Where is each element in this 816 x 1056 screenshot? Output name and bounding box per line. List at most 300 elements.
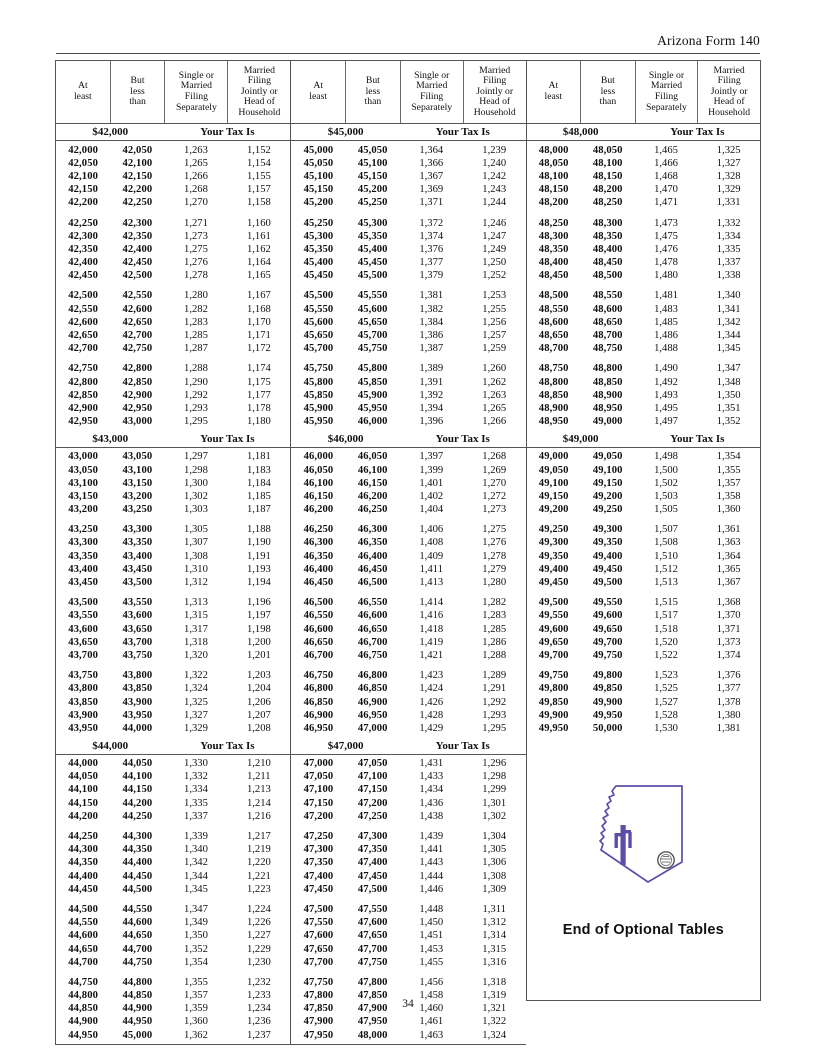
cell-at-least: 47,050 <box>303 771 334 783</box>
cell-tax-single: 1,287 <box>184 343 208 355</box>
cell-but-less-than: 42,600 <box>122 303 153 315</box>
cell-tax-single: 1,313 <box>184 597 208 609</box>
cell-tax-single: 1,522 <box>654 649 678 661</box>
cell-at-least: 48,050 <box>538 157 569 169</box>
cell-tax-married: 1,263 <box>482 389 507 401</box>
column-header-at-least: At least <box>527 61 581 123</box>
cell-tax-single: 1,470 <box>654 184 678 196</box>
cell-tax-single: 1,471 <box>654 197 678 209</box>
cell-tax-single: 1,349 <box>184 917 208 929</box>
table-row <box>291 451 525 464</box>
cell-at-least: 49,650 <box>538 636 569 648</box>
cell-but-less-than: 49,450 <box>592 563 623 575</box>
cell-tax-single: 1,525 <box>654 683 678 695</box>
cell-but-less-than: 44,850 <box>122 990 153 1002</box>
table-row <box>56 504 290 517</box>
cell-at-least: 48,550 <box>538 303 569 315</box>
table-row <box>527 363 760 376</box>
block-income-label: $47,000 <box>327 739 364 752</box>
cell-but-less-than: 43,900 <box>122 696 153 708</box>
cell-tax-married: 1,162 <box>246 243 271 255</box>
arizona-graphic-cell <box>527 738 760 1000</box>
cell-tax-married: 1,223 <box>246 883 271 895</box>
table-row <box>291 257 525 270</box>
cell-tax-single: 1,324 <box>184 683 208 695</box>
cell-tax-married: 1,304 <box>482 831 507 843</box>
row-group <box>291 758 525 824</box>
table-row <box>527 270 760 283</box>
row-group <box>291 670 525 736</box>
block-band <box>291 431 525 448</box>
cell-but-less-than: 48,800 <box>592 363 623 375</box>
cell-at-least: 46,600 <box>303 623 334 635</box>
cell-tax-married: 1,184 <box>246 477 271 489</box>
cell-at-least: 43,250 <box>68 524 98 536</box>
table-row <box>527 389 760 402</box>
cell-tax-married: 1,301 <box>482 797 507 809</box>
table-row <box>291 464 525 477</box>
cell-tax-single: 1,408 <box>419 537 444 549</box>
cell-at-least: 45,750 <box>303 363 334 375</box>
cell-but-less-than: 44,350 <box>122 844 153 856</box>
cell-tax-single: 1,433 <box>419 771 444 783</box>
row-group <box>291 903 525 969</box>
cell-but-less-than: 43,100 <box>122 464 153 476</box>
cell-but-less-than: 44,300 <box>122 831 153 843</box>
table-row <box>527 597 760 610</box>
table-row <box>56 830 290 843</box>
cell-but-less-than: 48,350 <box>592 230 623 242</box>
cell-but-less-than: 45,850 <box>357 376 388 388</box>
cell-but-less-than: 47,500 <box>357 883 388 895</box>
cell-at-least: 47,150 <box>303 797 334 809</box>
cell-tax-married: 1,341 <box>716 303 741 315</box>
cell-tax-married: 1,239 <box>482 144 507 156</box>
cell-but-less-than: 46,700 <box>357 636 388 648</box>
cell-but-less-than: 46,750 <box>357 649 388 661</box>
table-row <box>56 696 290 709</box>
cell-but-less-than: 49,600 <box>592 610 623 622</box>
cell-at-least: 48,100 <box>538 170 569 182</box>
cell-tax-married: 1,217 <box>246 831 271 843</box>
cell-tax-married: 1,221 <box>246 870 271 882</box>
table-row <box>291 303 525 316</box>
table-row <box>56 883 290 896</box>
cell-at-least: 43,900 <box>68 709 98 721</box>
cell-tax-single: 1,307 <box>184 537 208 549</box>
cell-tax-single: 1,455 <box>419 956 444 968</box>
cell-tax-married: 1,243 <box>482 184 507 196</box>
cell-at-least: 49,900 <box>538 709 569 721</box>
block-your-tax-is-label: Your Tax Is <box>670 432 725 445</box>
table-row <box>291 883 525 896</box>
table-row <box>527 477 760 490</box>
cell-tax-married: 1,282 <box>482 597 507 609</box>
cell-at-least: 44,950 <box>68 1029 98 1041</box>
table-row <box>56 477 290 490</box>
row-group <box>527 290 760 356</box>
cell-tax-married: 1,232 <box>246 976 271 988</box>
table-row <box>291 722 525 735</box>
cell-but-less-than: 42,700 <box>122 330 153 342</box>
cell-tax-married: 1,357 <box>716 477 741 489</box>
cell-tax-married: 1,273 <box>482 504 507 516</box>
cell-tax-single: 1,468 <box>654 170 678 182</box>
cell-tax-married: 1,331 <box>716 197 741 209</box>
column-header-but-less-than: But less than <box>581 61 635 123</box>
table-row <box>527 144 760 157</box>
cell-at-least: 45,050 <box>303 157 334 169</box>
cell-tax-married: 1,200 <box>246 636 271 648</box>
cell-tax-single: 1,335 <box>184 797 208 809</box>
cell-but-less-than: 42,750 <box>122 343 153 355</box>
cell-at-least: 43,700 <box>68 649 98 661</box>
cell-but-less-than: 45,650 <box>357 316 388 328</box>
column-header-single-or-married-filing-separately: Single or Married Filing Separately <box>165 61 228 123</box>
cell-tax-married: 1,194 <box>246 577 271 589</box>
table-row <box>56 363 290 376</box>
cell-tax-married: 1,360 <box>716 504 741 516</box>
cell-at-least: 46,000 <box>303 451 334 463</box>
cell-but-less-than: 49,350 <box>592 537 623 549</box>
table-row <box>56 376 290 389</box>
table-row <box>56 144 290 157</box>
table-row <box>56 184 290 197</box>
cell-tax-married: 1,342 <box>716 316 741 328</box>
cell-tax-single: 1,517 <box>654 610 678 622</box>
cell-but-less-than: 42,800 <box>122 363 153 375</box>
cell-tax-single: 1,424 <box>419 683 444 695</box>
cell-tax-married: 1,230 <box>246 956 271 968</box>
cell-tax-single: 1,366 <box>419 157 444 169</box>
cell-tax-married: 1,175 <box>246 376 271 388</box>
cell-at-least: 48,350 <box>538 243 569 255</box>
table-row <box>56 416 290 429</box>
cell-but-less-than: 47,200 <box>357 797 388 809</box>
table-row <box>291 930 525 943</box>
cell-tax-single: 1,480 <box>654 270 678 282</box>
cell-but-less-than: 44,250 <box>122 810 153 822</box>
cell-but-less-than: 44,700 <box>122 943 153 955</box>
row-group <box>527 524 760 590</box>
tax-table-grid <box>55 60 761 1045</box>
cell-at-least: 47,700 <box>303 956 334 968</box>
cell-tax-single: 1,394 <box>419 402 444 414</box>
table-row <box>291 197 525 210</box>
cell-at-least: 49,800 <box>538 683 569 695</box>
cell-but-less-than: 42,950 <box>122 402 153 414</box>
cell-tax-single: 1,381 <box>419 290 444 302</box>
table-row <box>291 504 525 517</box>
cell-but-less-than: 48,500 <box>592 270 623 282</box>
cell-tax-married: 1,155 <box>246 170 271 182</box>
cell-tax-married: 1,203 <box>246 670 271 682</box>
table-row <box>56 649 290 662</box>
cell-but-less-than: 42,200 <box>122 184 153 196</box>
table-row <box>291 290 525 303</box>
table-row <box>291 389 525 402</box>
cell-tax-married: 1,234 <box>246 1003 271 1015</box>
cell-but-less-than: 43,600 <box>122 610 153 622</box>
cell-tax-married: 1,246 <box>482 217 507 229</box>
block-band <box>56 738 290 755</box>
row-group <box>291 290 525 356</box>
cell-tax-single: 1,396 <box>419 416 444 428</box>
cell-at-least: 42,650 <box>68 330 98 342</box>
block-rows <box>291 448 525 738</box>
row-group <box>291 830 525 896</box>
cell-at-least: 48,400 <box>538 257 569 269</box>
cell-tax-single: 1,367 <box>419 170 444 182</box>
table-row <box>291 771 525 784</box>
cell-tax-single: 1,300 <box>184 477 208 489</box>
table-row <box>291 537 525 550</box>
cell-but-less-than: 43,400 <box>122 550 153 562</box>
row-group <box>56 903 290 969</box>
cell-tax-single: 1,404 <box>419 504 444 516</box>
cell-at-least: 44,400 <box>68 870 98 882</box>
cell-tax-single: 1,310 <box>184 563 208 575</box>
cell-tax-single: 1,478 <box>654 257 678 269</box>
cell-but-less-than: 43,700 <box>122 636 153 648</box>
cell-tax-married: 1,325 <box>716 144 741 156</box>
cell-tax-single: 1,520 <box>654 636 678 648</box>
block-rows <box>56 141 290 431</box>
cell-but-less-than: 43,950 <box>122 709 153 721</box>
table-row <box>291 270 525 283</box>
cell-at-least: 45,450 <box>303 270 334 282</box>
cell-tax-single: 1,431 <box>419 758 444 770</box>
cell-tax-married: 1,358 <box>716 490 741 502</box>
row-group <box>56 144 290 210</box>
cell-tax-married: 1,311 <box>482 903 506 915</box>
cell-at-least: 47,950 <box>303 1029 334 1041</box>
cell-tax-single: 1,322 <box>184 670 208 682</box>
cell-at-least: 48,850 <box>538 389 569 401</box>
cell-tax-single: 1,280 <box>184 290 208 302</box>
cell-at-least: 44,850 <box>68 1003 98 1015</box>
table-row <box>527 464 760 477</box>
cell-tax-married: 1,337 <box>716 257 741 269</box>
cell-tax-married: 1,172 <box>246 343 271 355</box>
cell-tax-married: 1,171 <box>246 330 271 342</box>
cell-tax-married: 1,344 <box>716 330 741 342</box>
cell-tax-single: 1,497 <box>654 416 678 428</box>
table-row <box>291 477 525 490</box>
cell-tax-married: 1,168 <box>246 303 271 315</box>
row-group <box>56 830 290 896</box>
cell-at-least: 43,600 <box>68 623 98 635</box>
cell-tax-married: 1,285 <box>482 623 507 635</box>
cell-but-less-than: 49,950 <box>592 709 623 721</box>
cell-but-less-than: 46,550 <box>357 597 388 609</box>
block-band <box>56 124 290 141</box>
cell-tax-married: 1,193 <box>246 563 271 575</box>
cell-tax-married: 1,377 <box>716 683 741 695</box>
cell-at-least: 45,150 <box>303 184 334 196</box>
cell-tax-single: 1,285 <box>184 330 208 342</box>
cell-but-less-than: 49,850 <box>592 683 623 695</box>
table-row <box>291 844 525 857</box>
cell-tax-single: 1,401 <box>419 477 444 489</box>
block-rows <box>56 448 290 738</box>
row-group <box>56 524 290 590</box>
table-row <box>291 376 525 389</box>
cell-tax-married: 1,308 <box>482 870 507 882</box>
cell-tax-single: 1,357 <box>184 990 208 1002</box>
cell-tax-married: 1,152 <box>246 144 271 156</box>
table-row <box>56 290 290 303</box>
cell-tax-single: 1,492 <box>654 376 678 388</box>
cell-but-less-than: 46,900 <box>357 696 388 708</box>
cell-tax-single: 1,439 <box>419 831 444 843</box>
cell-tax-married: 1,376 <box>716 670 741 682</box>
cell-at-least: 42,950 <box>68 416 98 428</box>
block-income-label: $42,000 <box>92 126 129 138</box>
cell-at-least: 47,000 <box>303 758 334 770</box>
cell-tax-single: 1,453 <box>419 943 444 955</box>
cell-but-less-than: 44,450 <box>122 870 153 882</box>
cell-but-less-than: 42,500 <box>122 270 153 282</box>
table-row <box>291 524 525 537</box>
cell-tax-single: 1,493 <box>654 389 678 401</box>
cell-at-least: 46,400 <box>303 563 334 575</box>
cell-at-least: 44,800 <box>68 990 98 1002</box>
table-row <box>291 170 525 183</box>
cell-at-least: 47,300 <box>303 844 334 856</box>
cell-tax-married: 1,210 <box>246 758 271 770</box>
table-row <box>56 917 290 930</box>
cell-tax-married: 1,181 <box>246 451 271 463</box>
table-row <box>56 576 290 589</box>
cell-but-less-than: 44,500 <box>122 883 153 895</box>
block-rows <box>527 141 760 431</box>
saguaro-cactus-icon <box>615 825 632 865</box>
cell-tax-married: 1,364 <box>716 550 741 562</box>
cell-at-least: 48,500 <box>538 290 569 302</box>
cell-but-less-than: 46,400 <box>357 550 388 562</box>
table-row <box>291 610 525 623</box>
row-group <box>291 597 525 663</box>
cell-tax-single: 1,308 <box>184 550 208 562</box>
cell-tax-married: 1,164 <box>246 257 271 269</box>
cell-tax-married: 1,183 <box>246 464 271 476</box>
cell-tax-married: 1,280 <box>482 577 507 589</box>
cell-tax-single: 1,265 <box>184 157 208 169</box>
table-row <box>527 550 760 563</box>
cell-tax-single: 1,441 <box>419 844 444 856</box>
cell-tax-single: 1,451 <box>419 930 444 942</box>
cell-tax-single: 1,488 <box>654 343 678 355</box>
table-row <box>527 490 760 503</box>
cell-but-less-than: 47,850 <box>357 990 388 1002</box>
cell-at-least: 43,100 <box>68 477 98 489</box>
cell-at-least: 43,800 <box>68 683 98 695</box>
cell-at-least: 47,750 <box>303 976 334 988</box>
cell-tax-married: 1,334 <box>716 230 741 242</box>
cell-tax-married: 1,296 <box>482 758 507 770</box>
cell-tax-married: 1,365 <box>716 563 741 575</box>
cell-tax-married: 1,298 <box>482 771 507 783</box>
cell-but-less-than: 45,700 <box>357 330 388 342</box>
cell-tax-married: 1,291 <box>482 683 507 695</box>
cell-at-least: 45,000 <box>303 144 334 156</box>
cell-tax-married: 1,257 <box>482 330 507 342</box>
table-row <box>56 270 290 283</box>
cell-tax-single: 1,411 <box>419 563 444 575</box>
cell-at-least: 43,200 <box>68 504 98 516</box>
cell-at-least: 42,300 <box>68 230 98 242</box>
cell-tax-married: 1,350 <box>716 389 741 401</box>
cell-tax-married: 1,191 <box>246 550 271 562</box>
table-row <box>291 976 525 989</box>
table-row <box>527 243 760 256</box>
cell-at-least: 45,900 <box>303 402 334 414</box>
cell-at-least: 48,650 <box>538 330 569 342</box>
row-group <box>291 363 525 429</box>
cell-tax-single: 1,510 <box>654 550 678 562</box>
cell-at-least: 43,750 <box>68 670 98 682</box>
cell-tax-single: 1,512 <box>654 563 678 575</box>
cell-tax-single: 1,271 <box>184 217 208 229</box>
cell-tax-married: 1,213 <box>246 784 271 796</box>
table-row <box>56 1029 290 1042</box>
row-group <box>527 597 760 663</box>
table-row <box>56 623 290 636</box>
table-row <box>291 316 525 329</box>
cell-but-less-than: 45,100 <box>357 157 388 169</box>
cell-tax-single: 1,528 <box>654 709 678 721</box>
cell-but-less-than: 46,850 <box>357 683 388 695</box>
cell-at-least: 49,600 <box>538 623 569 635</box>
cell-tax-married: 1,329 <box>716 184 741 196</box>
cell-but-less-than: 44,550 <box>122 903 153 915</box>
cell-at-least: 44,600 <box>68 930 98 942</box>
cell-tax-married: 1,380 <box>716 709 741 721</box>
row-group <box>527 217 760 283</box>
cell-at-least: 42,500 <box>68 290 98 302</box>
column-header-row <box>56 61 290 124</box>
cell-tax-single: 1,419 <box>419 636 444 648</box>
cell-at-least: 47,800 <box>303 990 334 1002</box>
cell-tax-single: 1,444 <box>419 870 444 882</box>
cell-at-least: 45,500 <box>303 290 334 302</box>
table-row <box>291 1016 525 1029</box>
cell-tax-single: 1,502 <box>654 477 678 489</box>
cell-tax-single: 1,369 <box>419 184 444 196</box>
cell-tax-single: 1,360 <box>184 1016 208 1028</box>
row-group <box>527 363 760 429</box>
block-band <box>527 124 760 141</box>
table-row <box>56 784 290 797</box>
cell-at-least: 45,700 <box>303 343 334 355</box>
block-your-tax-is-label: Your Tax Is <box>435 432 490 445</box>
cell-but-less-than: 46,100 <box>357 464 388 476</box>
cell-but-less-than: 45,750 <box>357 343 388 355</box>
cell-at-least: 49,700 <box>538 649 569 661</box>
cell-tax-married: 1,270 <box>482 477 507 489</box>
cell-at-least: 49,450 <box>538 577 569 589</box>
cell-tax-single: 1,298 <box>184 464 208 476</box>
table-panel <box>290 60 525 1045</box>
row-group <box>56 217 290 283</box>
cell-tax-single: 1,500 <box>654 464 678 476</box>
cell-tax-single: 1,391 <box>419 376 444 388</box>
cell-but-less-than: 45,150 <box>357 170 388 182</box>
cell-tax-married: 1,314 <box>482 930 507 942</box>
cell-but-less-than: 48,200 <box>592 184 623 196</box>
row-group <box>56 597 290 663</box>
